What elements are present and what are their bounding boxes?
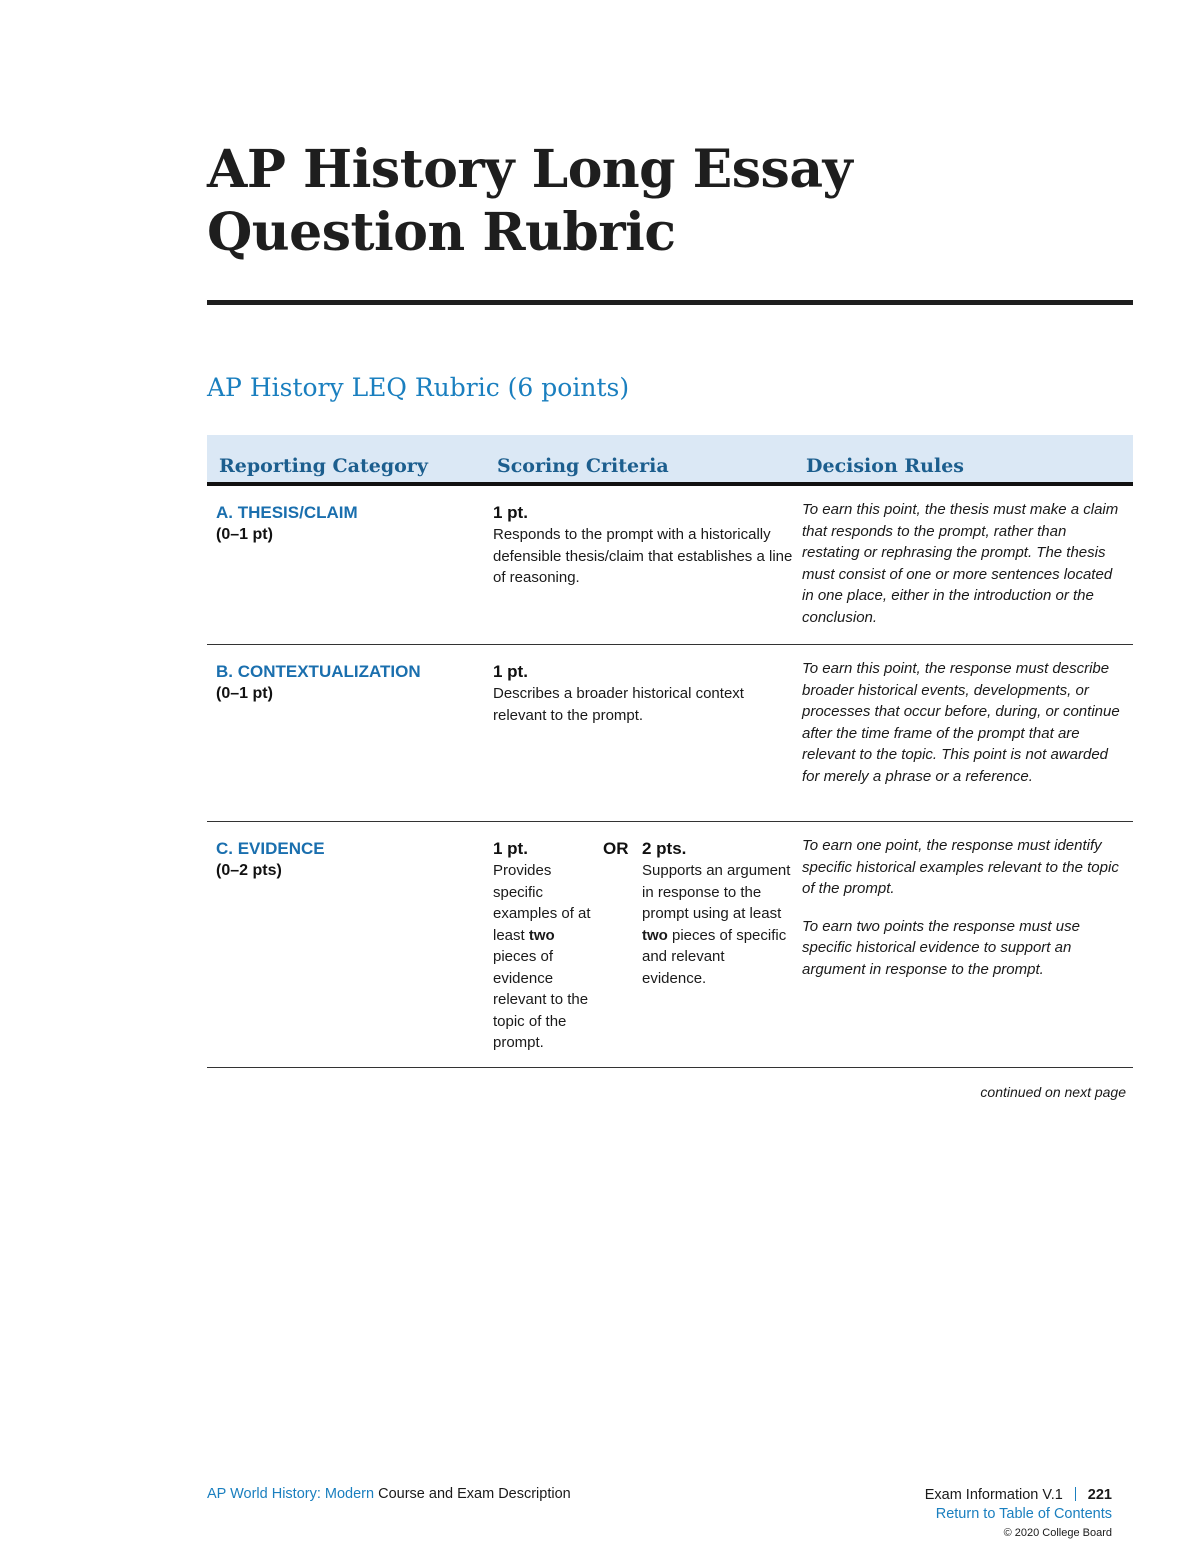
table-row-evidence [207, 822, 1133, 1068]
category-points: (0–1 pt) [216, 526, 273, 543]
criteria-two-points-cell [642, 838, 792, 989]
category-cell [216, 838, 486, 882]
footer-section: Exam Information V.1 [924, 1487, 1063, 1503]
decision-rules-cell [802, 835, 1127, 980]
category-name: A. THESIS/CLAIM [216, 503, 358, 522]
criteria-one-point-cell [493, 838, 593, 1054]
decision-rules-text: To earn this point, the response must describe broader historical events, developments, or processes that occur before, during, or continue after the time frame of the prompt that are relevant to the topic. This point is not awarded for merely a phrase or a reference. [802, 660, 1120, 785]
category-points: (0–1 pt) [216, 685, 273, 702]
decision-rules-cell [802, 499, 1127, 628]
continued-note: continued on next page [980, 1084, 1126, 1100]
criteria-points: 2 pts. [642, 839, 687, 858]
table-header [207, 435, 1133, 486]
title-divider [207, 300, 1133, 305]
page-title-line-2: Question Rubric [207, 202, 676, 263]
category-name: C. EVIDENCE [216, 839, 325, 858]
criteria-cell [493, 661, 793, 726]
category-cell [216, 502, 486, 546]
rubric-subtitle: AP History LEQ Rubric (6 points) [207, 373, 630, 402]
table-row-contextualization [207, 645, 1133, 822]
footer-page-info [925, 1486, 1112, 1542]
or-separator: OR [603, 839, 629, 858]
toc-link[interactable]: Return to Table of Contents [935, 1506, 1112, 1522]
criteria-text: Supports an argument in response to the prompt using at least two pieces of specific and relevant evidence. [642, 862, 791, 987]
criteria-text: Describes a broader historical context relevant to the prompt. [493, 685, 744, 724]
page-title-line-1: AP History Long Essay [207, 139, 853, 200]
header-reporting-category: Reporting Category [219, 455, 428, 477]
header-decision-rules: Decision Rules [806, 455, 964, 477]
footer-course-brand: AP World History: Modern [207, 1486, 375, 1502]
footer-course-desc: Course and Exam Description [378, 1486, 571, 1502]
category-points: (0–2 pts) [216, 862, 282, 879]
decision-rules-text-1: To earn one point, the response must identify specific historical examples relevant to the topic of the prompt. [802, 837, 1119, 897]
criteria-points: 1 pt. [493, 662, 528, 681]
page-number: 221 [1087, 1487, 1112, 1503]
header-scoring-criteria: Scoring Criteria [497, 455, 669, 477]
table-row-thesis [207, 486, 1133, 645]
category-name: B. CONTEXTUALIZATION [216, 662, 421, 681]
decision-rules-text: To earn this point, the thesis must make a claim that responds to the prompt, rather than restating or rephrasing the prompt. The thesis must consist of one or more sentences located in one place, either in the introduction or the conclusion. [802, 501, 1119, 626]
criteria-text: Provides specific examples of at least two pieces of evidence relevant to the topic of the prompt. [493, 862, 591, 1051]
criteria-cell [493, 502, 793, 589]
criteria-points: 1 pt. [493, 839, 528, 858]
footer-course [207, 1486, 571, 1502]
category-cell [216, 661, 486, 705]
copyright: © 2020 College Board [1003, 1527, 1112, 1539]
footer-divider [1075, 1487, 1076, 1501]
page-title [207, 138, 1107, 264]
rubric-table [207, 435, 1133, 1068]
criteria-points: 1 pt. [493, 503, 528, 522]
criteria-text: Responds to the prompt with a historically defensible thesis/claim that establishes a line of reasoning. [493, 526, 793, 586]
decision-rules-text-2: To earn two points the response must use specific historical evidence to support an argument in response to the prompt. [802, 917, 1080, 978]
decision-rules-cell [802, 658, 1127, 787]
